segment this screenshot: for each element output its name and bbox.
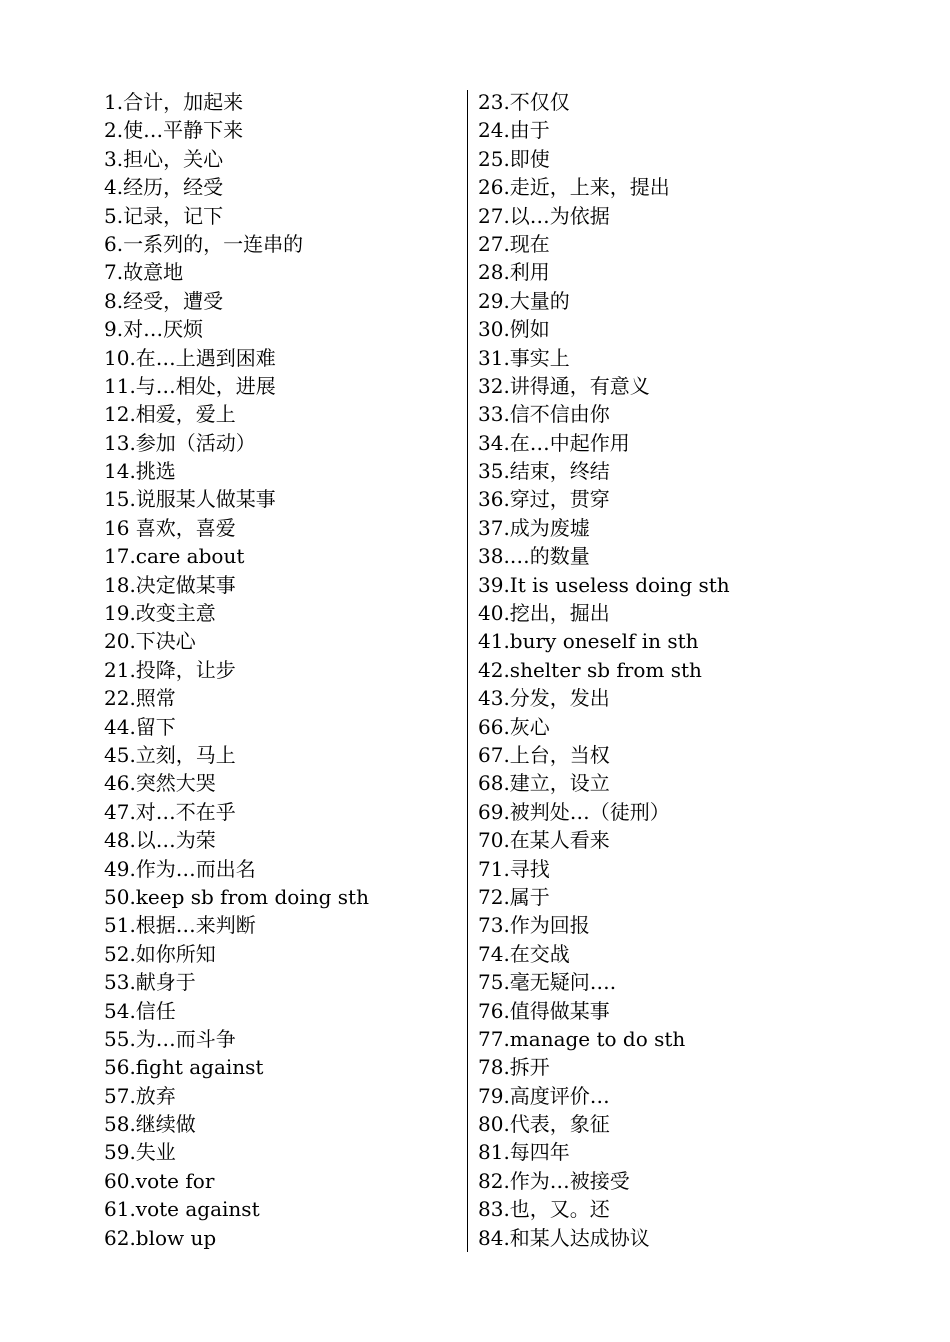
phrase-item: 4.经历，经受 [104,175,224,200]
phrase-item: 27.现在 [478,231,550,256]
phrase-item: 77.manage to do sth [478,1026,686,1051]
phrase-item: 6.一系列的，一连串的 [104,231,304,256]
phrase-item: 76.值得做某事 [478,998,610,1023]
phrase-item: 84.和某人达成协议 [478,1225,650,1250]
phrase-item: 62.blow up [104,1225,217,1250]
phrase-item: 59.失业 [104,1140,176,1165]
phrase-item: 45.立刻，马上 [104,742,236,767]
phrase-item: 24.由于 [478,118,550,143]
phrase-item: 56.fight against [104,1055,264,1080]
phrase-item: 5.记录，记下 [104,203,224,228]
phrase-item: 37.成为废墟 [478,515,590,540]
phrase-item: 61.vote against [104,1197,260,1222]
phrase-item: 48.以…为荣 [104,828,216,853]
phrase-item: 60.vote for [104,1168,215,1193]
phrase-item: 21.投降，让步 [104,657,236,682]
phrase-item: 28.利用 [478,260,550,285]
phrase-item: 36.穿过，贯穿 [478,487,610,512]
phrase-item: 12.相爱，爱上 [104,402,236,427]
phrase-item: 69.被判处…（徒刑） [478,799,670,824]
phrase-item: 10.在…上遇到困难 [104,345,276,370]
phrase-item: 55.为…而斗争 [104,1026,236,1051]
phrase-item: 16 喜欢，喜爱 [104,515,236,540]
phrase-item: 52.如你所知 [104,941,216,966]
phrase-item: 73.作为回报 [478,913,590,938]
phrase-item: 49.作为…而出名 [104,856,256,881]
phrase-item: 18.决定做某事 [104,572,236,597]
phrase-item: 75.毫无疑问…. [478,970,617,995]
phrase-item: 17.care about [104,544,245,569]
phrase-item: 35.结束，终结 [478,459,610,484]
phrase-item: 38.…的数量 [478,544,590,569]
phrase-item: 31.事实上 [478,345,570,370]
phrase-item: 79.高度评价… [478,1083,610,1108]
phrase-item: 20.下决心 [104,629,196,654]
phrase-item: 1.合计，加起来 [104,90,244,114]
phrase-item: 13.参加（活动） [104,430,256,455]
phrase-item: 43.分发，发出 [478,686,610,711]
phrase-item: 22.照常 [104,686,176,711]
phrase-item: 50.keep sb from doing sth [104,884,369,909]
phrase-item: 8.经受，遭受 [104,288,224,313]
phrase-item: 81.每四年 [478,1140,570,1165]
phrase-item: 53.献身于 [104,970,196,995]
phrase-item: 46.突然大哭 [104,771,216,796]
phrase-item: 70.在某人看来 [478,828,610,853]
phrase-item: 66.灰心 [478,714,550,739]
phrase-item: 54.信任 [104,998,176,1023]
phrase-item: 27.以…为依据 [478,203,610,228]
phrase-item: 7.故意地 [104,260,184,285]
phrase-item: 2.使…平静下来 [104,118,244,143]
phrase-item: 83.也，又。还 [478,1197,610,1222]
phrase-item: 34.在…中起作用 [478,430,630,455]
phrase-item: 78.拆开 [478,1055,550,1080]
phrase-item: 23.不仅仅 [478,90,570,114]
phrase-item: 26.走近，上来，提出 [478,175,670,200]
phrase-item: 40.挖出，掘出 [478,601,610,626]
phrase-item: 25.即使 [478,146,550,171]
phrase-item: 15.说服某人做某事 [104,487,276,512]
phrase-item: 67.上台，当权 [478,742,610,767]
phrase-item: 33.信不信由你 [478,402,610,427]
phrase-item: 29.大量的 [478,288,570,313]
phrase-item: 72.属于 [478,884,550,909]
phrase-item: 80.代表，象征 [478,1112,610,1137]
right-phrase-list [478,88,838,1252]
phrase-item: 41.bury oneself in sth [478,629,699,654]
left-phrase-list [104,88,459,1252]
phrase-item: 14.挑选 [104,459,176,484]
phrase-item: 71.寻找 [478,856,550,881]
phrase-item: 51.根据…来判断 [104,913,256,938]
phrase-item: 57.放弃 [104,1083,176,1108]
phrase-item: 3.担心，关心 [104,146,224,171]
phrase-item: 47.对…不在乎 [104,799,236,824]
phrase-item: 68.建立，设立 [478,771,610,796]
phrase-item: 58.继续做 [104,1112,196,1137]
phrase-item: 39.It is useless doing sth [478,572,730,597]
column-divider [467,90,468,1252]
phrase-item: 32.讲得通，有意义 [478,373,650,398]
phrase-item: 42.shelter sb from sth [478,657,702,682]
phrase-item: 74.在交战 [478,941,570,966]
phrase-item: 11.与…相处，进展 [104,373,276,398]
phrase-item: 19.改变主意 [104,601,216,626]
phrase-item: 30.例如 [478,317,550,342]
phrase-item: 9.对…厌烦 [104,317,204,342]
phrase-item: 44.留下 [104,714,176,739]
phrase-item: 82.作为…被接受 [478,1168,630,1193]
